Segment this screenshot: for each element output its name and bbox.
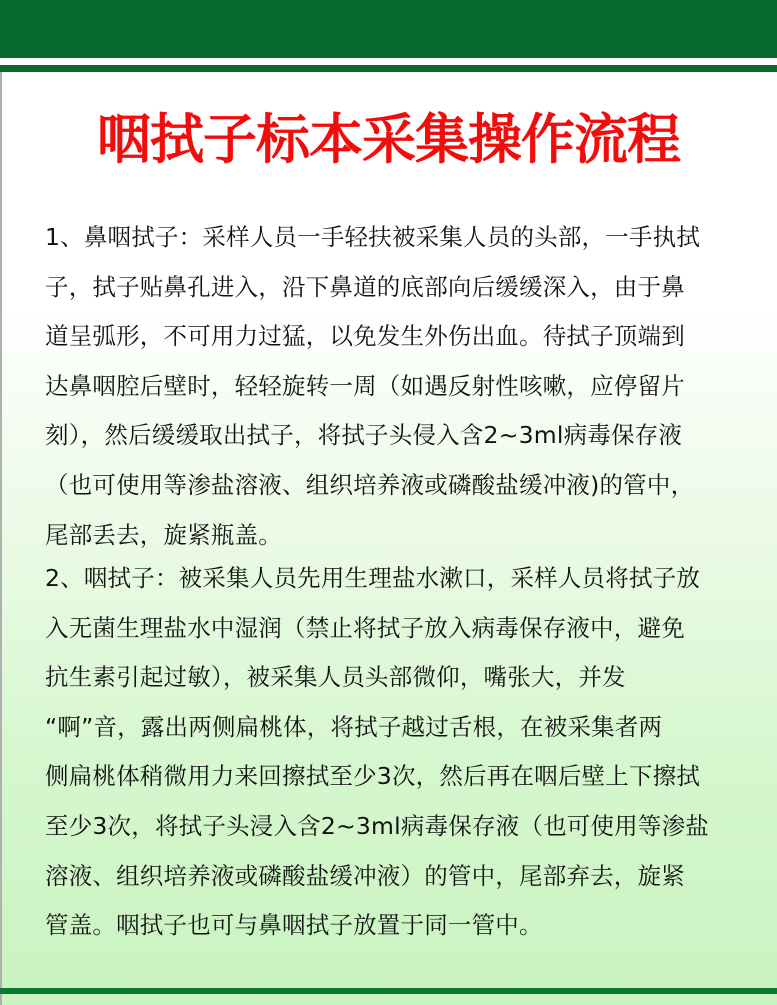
text-line: 溶液、组织培养液或磷酸盐缓冲液）的管中，尾部弃去，旋紧: [45, 861, 685, 890]
text-line: 尾部丢去，旋紧瓶盖。: [45, 520, 282, 549]
text-line: 道呈弧形，不可用力过猛，以免发生外伤出血。待拭子顶端到: [45, 322, 685, 351]
top-divider: [0, 65, 777, 72]
left-edge: [0, 72, 2, 1005]
text-line: 抗生素引起过敏），被采集人员头部微仰，嘴张大，并发: [45, 663, 626, 692]
section-nasopharyngeal-swab: [45, 213, 745, 560]
text-line: 子，拭子贴鼻孔进入，沿下鼻道的底部向后缓缓深入，由于鼻: [45, 272, 685, 301]
text-line: 1、鼻咽拭子：采样人员一手轻扶被采集人员的头部，一手执拭: [45, 223, 701, 251]
text-line: 入无菌生理盐水中湿润（禁止将拭子放入病毒保存液中，避免: [45, 613, 685, 642]
page-title: 咽拭子标本采集操作流程: [97, 108, 680, 171]
text-line: 2、咽拭子：被采集人员先用生理盐水漱口，采样人员将拭子放: [45, 564, 701, 592]
section-throat-swab: [45, 554, 745, 951]
text-line: （也可使用等渗盐溶液、组织培养液或磷酸盐缓冲液)的管中，: [45, 470, 695, 499]
text-line: “啊”音，露出两侧扁桃体，将拭子越过舌根，在被采集者两: [45, 712, 663, 741]
text-line: 至少3次，将拭子头浸入含2~3ml病毒保存液（也可使用等渗盐: [45, 811, 709, 840]
text-line: 达鼻咽腔后壁时，轻轻旋转一周（如遇反射性咳嗽，应停留片: [45, 371, 685, 400]
text-line: 侧扁桃体稍微用力来回擦拭至少3次，然后再在咽后壁上下擦拭: [45, 762, 701, 791]
text-line: 刻），然后缓缓取出拭子，将拭子头侵入含2~3ml病毒保存液: [45, 421, 683, 450]
text-line: 管盖。咽拭子也可与鼻咽拭子放置于同一管中。: [45, 911, 543, 940]
bottom-divider: [0, 988, 777, 994]
top-green-band: [0, 0, 777, 58]
